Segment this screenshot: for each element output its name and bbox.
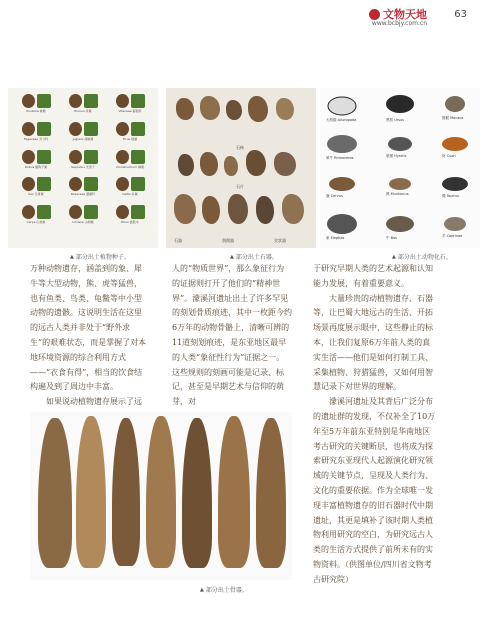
text-column-1 (30, 262, 148, 425)
paragraph: 濛溪河遗址及其背后广泛分布的遗址群的发现，不仅补全了10万年至5万年前东亚特别是华南地区考古研究的关键断层，也将成为探索研究东亚现代人起源演化研究领域的关键节点，呈现及人类行为、文化的重要依据。作为全球唯一发现丰富植物遗存的旧石器时代中期遗址，其更是填补了该时期人类植物利用研究的空白，为研究远古人类的生活方式提供了前所未有的实物资料。（供图单位/四川省文物考古研究院） (313, 397, 436, 584)
stone-artifact (228, 194, 248, 224)
leaf-icon (131, 150, 145, 164)
plant-cell (108, 177, 152, 202)
leaf-icon (131, 177, 145, 191)
plant-images (22, 205, 51, 219)
animal-label: 麂 Muntiacus (386, 192, 409, 196)
plant-label: Celtis 朴属 (122, 192, 138, 197)
stone-caption (230, 252, 278, 261)
plant-cell (14, 122, 58, 147)
plant-cell (108, 122, 152, 147)
seed-icon (22, 94, 35, 108)
stone-artifact (200, 152, 218, 176)
leaf-icon (84, 177, 98, 191)
animal-label: 猕猴 Macaca (442, 116, 464, 120)
dhole-icon (442, 137, 468, 151)
muntjac-icon (389, 178, 411, 190)
triangle-icon: ▲ (200, 586, 204, 593)
rhino-icon (327, 135, 357, 153)
stone-artifact (202, 196, 220, 224)
stone-artifact (176, 98, 194, 120)
plant-images (116, 177, 145, 191)
porcupine-icon (388, 137, 412, 151)
bovine-icon (386, 216, 414, 232)
plant-cell (14, 94, 58, 119)
plant-label: Juglans 胡桃属 (72, 136, 94, 141)
stone-label: 石器 (174, 238, 182, 243)
plant-label: Lindera 山胡椒 (72, 220, 94, 225)
animal-label: 牛 Bos (386, 236, 397, 240)
plant-label: Pouteria 桃榄 (26, 109, 46, 113)
plant-images (69, 94, 98, 108)
leaf-icon (84, 94, 98, 108)
monkey-icon (445, 96, 465, 112)
bone-tool (256, 418, 286, 568)
stone-artifact (226, 100, 242, 120)
plant-cell (108, 94, 152, 119)
plant-images (69, 150, 98, 164)
paragraph: 于研究早期人类的艺术起源和认知能力发展，有着重要意义。 (313, 264, 433, 288)
stone-tools-figure (166, 88, 316, 248)
plant-images (116, 122, 145, 136)
plant-images (116, 94, 145, 108)
stone-artifact (282, 194, 304, 224)
plant-images (22, 177, 51, 191)
triangle-icon: ▲ (392, 253, 396, 260)
seed-icon (69, 94, 82, 108)
seed-icon (116, 150, 129, 164)
page-header (0, 0, 485, 46)
leaf-icon (84, 122, 98, 136)
animal-label: 黑熊 Ursus (386, 118, 404, 122)
stone-label: 尖状器 (274, 238, 286, 243)
plant-images (22, 150, 51, 164)
bone-tool (112, 418, 140, 566)
leaf-icon (84, 150, 98, 164)
panda-icon (328, 97, 356, 115)
logo-text: 文物天地 (383, 8, 427, 21)
animal-label: 羊 Caprinae (442, 234, 463, 238)
plant-label: Rosaceae 蔷薇科 (70, 192, 96, 197)
text-column-3 (313, 262, 437, 588)
animal-silhouettes (320, 88, 480, 248)
plant-label: Prunus 李属 (74, 109, 92, 113)
leaf-icon (37, 122, 51, 136)
leaf-icon (37, 150, 51, 164)
stone-artifact (200, 96, 220, 120)
leaf-icon (131, 122, 145, 136)
stone-artifact (274, 152, 296, 176)
plant-cell (14, 177, 58, 202)
stone-artifact (276, 98, 294, 120)
plant-cell (108, 150, 152, 175)
seed-icon (116, 94, 129, 108)
stone-label: 石片 (236, 184, 244, 189)
animal-label: 象 Elephas (326, 236, 345, 240)
plant-cell (61, 94, 105, 119)
seed-icon (116, 177, 129, 191)
plant-label: Vitaceae 葡萄科 (118, 109, 142, 113)
bone-caption (200, 585, 248, 594)
seed-icon (22, 122, 35, 136)
animal-fossils-figure (320, 88, 480, 248)
seed-icon (69, 150, 82, 164)
plant-cell (61, 177, 105, 202)
goat-icon (444, 217, 466, 231)
animals-caption-text: 部分出土动物化石。 (397, 254, 452, 261)
plant-label: Carya 山核桃 (26, 220, 46, 225)
plant-cell (108, 205, 152, 230)
seed-icon (69, 205, 82, 219)
animal-label: 豺 Cuon (442, 154, 456, 158)
bone-tool (76, 416, 106, 568)
bone-tool (218, 416, 250, 568)
plant-label: Fagaceae 壳斗科 (23, 136, 49, 141)
leaf-icon (84, 205, 98, 219)
stone-artifact (224, 156, 238, 176)
paragraph: 人的“物质世界”，那么象征行为的证据则打开了他们的“精神世界”。濛溪河遗址出土了许多罕见的刻划骨质痕迹，其中一枚距今约6万年的动物骨骼上，清晰可辨的11道刻划痕迹，是东亚地区最早的人类“象征性行为”证据之一。这些规则的刻画可能是记录、标记，甚至是早期艺术与信仰的萌芽，对 (172, 264, 292, 407)
seed-icon (69, 177, 82, 191)
stone-artifact (246, 150, 266, 176)
paragraph: 如果说动植物遗存展示了远 (46, 397, 142, 407)
bone-tool (38, 418, 72, 568)
seed-icon (116, 205, 129, 219)
triangle-icon: ▲ (230, 253, 234, 260)
bone-tool (146, 416, 176, 568)
plant-cell (61, 205, 105, 230)
plants-caption (70, 252, 130, 261)
plant-label: Ilex 冬青属 (28, 192, 44, 197)
paragraph: 万种动物遗存，涵盖到的象、犀牛等大型动物，熊、虎等猛兽，也有鱼类、鸟类、龟鳖等中小型动物的遗骸。这说明生活在这里的远古人类并非处于“野外求生”的艰难状态，而是掌握了对本地环境资源的综合利用方式——“衣食有得”，相当的饮食结构遍及到了周边中丰富。 (30, 264, 147, 392)
animal-label: 豪猪 Hystrix (386, 154, 407, 158)
plant-label: Cinnamomum 樟属 (115, 164, 145, 169)
plant-images (69, 205, 98, 219)
plants-caption-text: 部分出土植物种子。 (75, 254, 130, 261)
elephant-icon (327, 214, 357, 234)
deer-icon (329, 177, 355, 191)
plant-images (69, 122, 98, 136)
animals-caption (392, 252, 452, 261)
text-column-2 (172, 262, 292, 410)
plant-cell (61, 150, 105, 175)
plant-seeds-figure (8, 88, 158, 248)
plant-grid (8, 88, 158, 236)
seed-icon (22, 150, 35, 164)
plant-images (69, 177, 98, 191)
triangle-icon: ▲ (70, 253, 74, 260)
stone-artifact (248, 96, 268, 122)
plant-cell (14, 150, 58, 175)
stone-label: 石核 (236, 145, 244, 150)
plant-label: Rubus 悬钩子属 (24, 164, 48, 169)
leaf-icon (37, 205, 51, 219)
seed-icon (22, 205, 35, 219)
plant-images (22, 94, 51, 108)
paragraph: 大量珍贵的动植物遗存、石器等，让巴蜀大地远古的生活、开拓场景再度展示眼中，这些静止的标本，让我们复原6万年前人类的真实生活——他们是如何打制工具、采集植物、狩猎猛兽，又如何用智慧记录下对世界的理解。 (313, 293, 433, 392)
plant-label: Ficus 榕属 (122, 136, 138, 141)
seed-icon (69, 122, 82, 136)
stone-artifact (174, 194, 196, 224)
animal-label: 貘 Tapirus (442, 194, 459, 198)
seed-icon (22, 177, 35, 191)
bone-caption-text: 部分出土骨器。 (205, 587, 248, 594)
site-url: www.bcbjy.com.cn (371, 20, 427, 27)
bone-tool (182, 418, 212, 568)
tapir-icon (442, 177, 468, 191)
animal-label: 大熊猫 Ailuropoda (326, 118, 357, 122)
stone-artifact (256, 196, 274, 224)
plant-label: Rhus 盐肤木 (121, 220, 139, 225)
page-number: 63 (454, 9, 467, 20)
leaf-icon (37, 177, 51, 191)
plant-label: Sapindus 无患子 (71, 164, 95, 169)
seed-icon (116, 122, 129, 136)
animal-label: 鹿 Cervus (326, 194, 343, 198)
plant-images (22, 122, 51, 136)
plant-cell (61, 122, 105, 147)
plant-images (116, 150, 145, 164)
stone-artifact (178, 154, 194, 176)
leaf-icon (131, 94, 145, 108)
leaf-icon (37, 94, 51, 108)
bone-tools-figure (30, 412, 292, 580)
animal-label: 犀牛 Rhinoceros (326, 156, 354, 160)
leaf-icon (131, 205, 145, 219)
stone-label: 刮削器 (222, 238, 234, 243)
plant-images (116, 205, 145, 219)
bear-icon (386, 95, 414, 113)
bone-tools-panel (30, 412, 292, 580)
stone-caption-text: 部分出土石器。 (235, 254, 278, 261)
plant-cell (14, 205, 58, 230)
logo-mark-icon (369, 9, 380, 20)
